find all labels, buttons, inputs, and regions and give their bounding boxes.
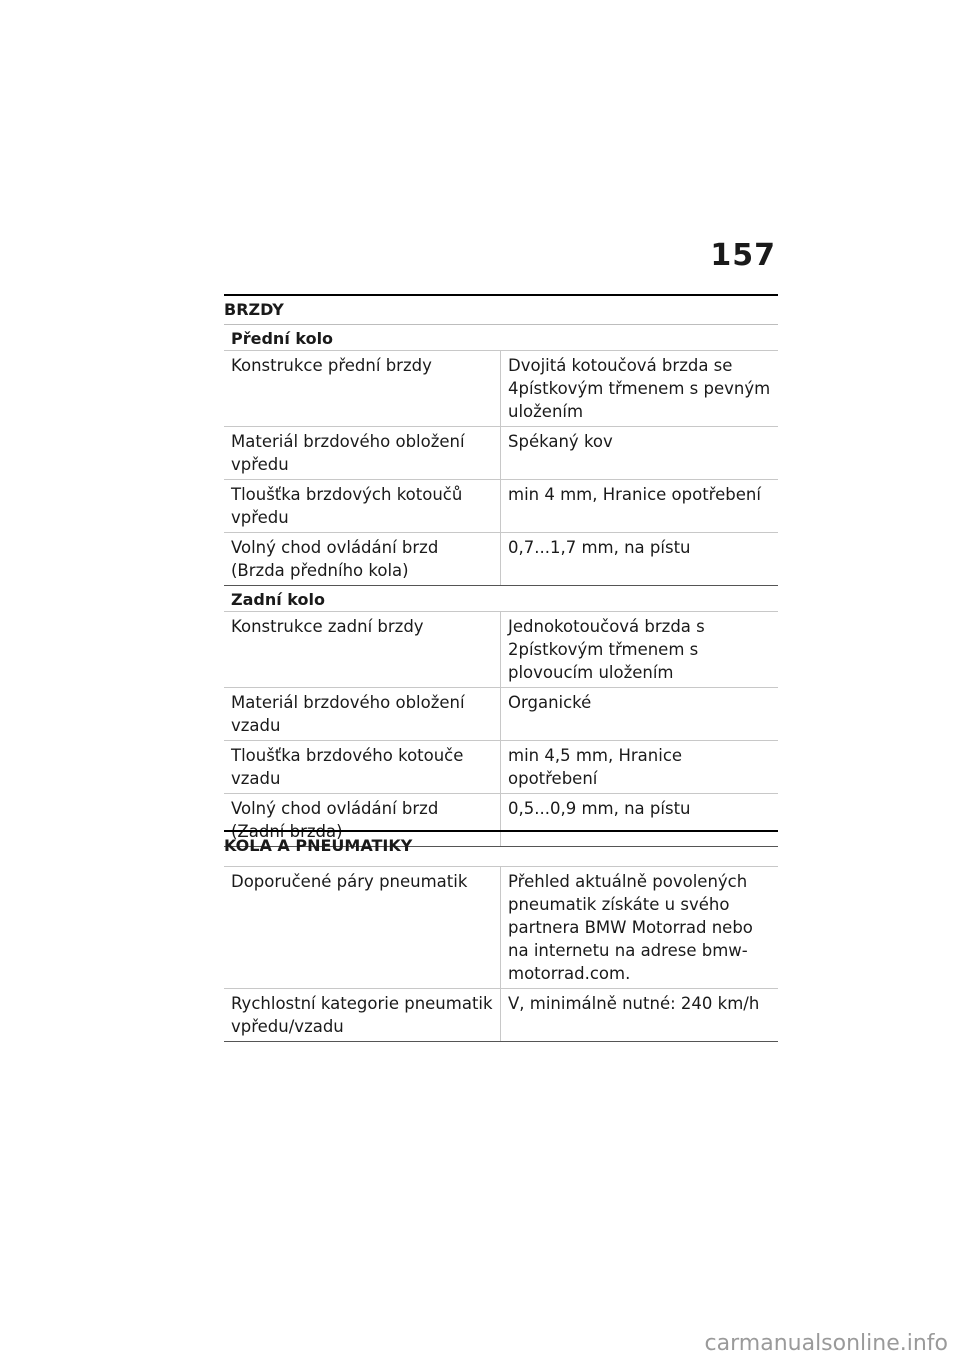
- row-value: Organické: [501, 688, 779, 741]
- row-label: Volný chod ovládání brzd (Zadní brzda): [224, 794, 501, 847]
- row-value: 0,7...1,7 mm, na pístu: [501, 533, 779, 586]
- table-row: [224, 427, 778, 480]
- table-row: [224, 741, 778, 794]
- section-title-wheels: KOLA A PNEUMATIKY: [224, 836, 413, 855]
- front-wheel-heading: Přední kolo: [224, 324, 778, 350]
- row-value: min 4,5 mm, Hranice opotřebení: [501, 741, 779, 794]
- row-label: Rychlostní kategorie pneumatik vpředu/vzadu: [224, 989, 501, 1042]
- table-row: [224, 989, 778, 1042]
- row-value: V, minimálně nutné: 240 km/h: [501, 989, 779, 1042]
- row-value: Jednokotoučová brzda s 2pístkovým třmenem s plovoucím uložením: [501, 612, 779, 688]
- page-number: 157: [710, 238, 776, 273]
- row-label: Doporučené páry pneumatik: [224, 867, 501, 989]
- row-label: Tloušťka brzdového kotouče vzadu: [224, 741, 501, 794]
- row-value: min 4 mm, Hranice opotřebení: [501, 480, 779, 533]
- wheels-table: [224, 866, 778, 1042]
- wheels-section: [224, 830, 778, 1042]
- row-label: Materiál brzdového obložení vzadu: [224, 688, 501, 741]
- row-label: Konstrukce přední brzdy: [224, 351, 501, 427]
- row-label: Materiál brzdového obložení vpředu: [224, 427, 501, 480]
- table-row: [224, 688, 778, 741]
- row-label: Tloušťka brzdových kotoučů vpředu: [224, 480, 501, 533]
- row-value: Přehled aktuálně povolených pneumatik získáte u svého partnera BMW Motorrad nebo na internetu na adrese bmw-motorrad.com.: [501, 867, 779, 989]
- front-brake-table: [224, 350, 778, 585]
- section-title-brakes: BRZDY: [224, 300, 284, 319]
- brakes-section: [224, 294, 778, 847]
- watermark: carmanualsonline.info: [704, 1331, 948, 1356]
- table-row: [224, 867, 778, 989]
- rear-brake-table: [224, 611, 778, 847]
- row-value: Dvojitá kotoučová brzda se 4pístkovým třmenem s pevným uložením: [501, 351, 779, 427]
- row-value: 0,5...0,9 mm, na pístu: [501, 794, 779, 847]
- rear-wheel-heading: Zadní kolo: [224, 585, 778, 611]
- table-row: [224, 612, 778, 688]
- table-row: [224, 480, 778, 533]
- table-row: [224, 351, 778, 427]
- table-row: [224, 533, 778, 586]
- row-label: Volný chod ovládání brzd (Brzda předního kola): [224, 533, 501, 586]
- row-label: Konstrukce zadní brzdy: [224, 612, 501, 688]
- row-value: Spékaný kov: [501, 427, 779, 480]
